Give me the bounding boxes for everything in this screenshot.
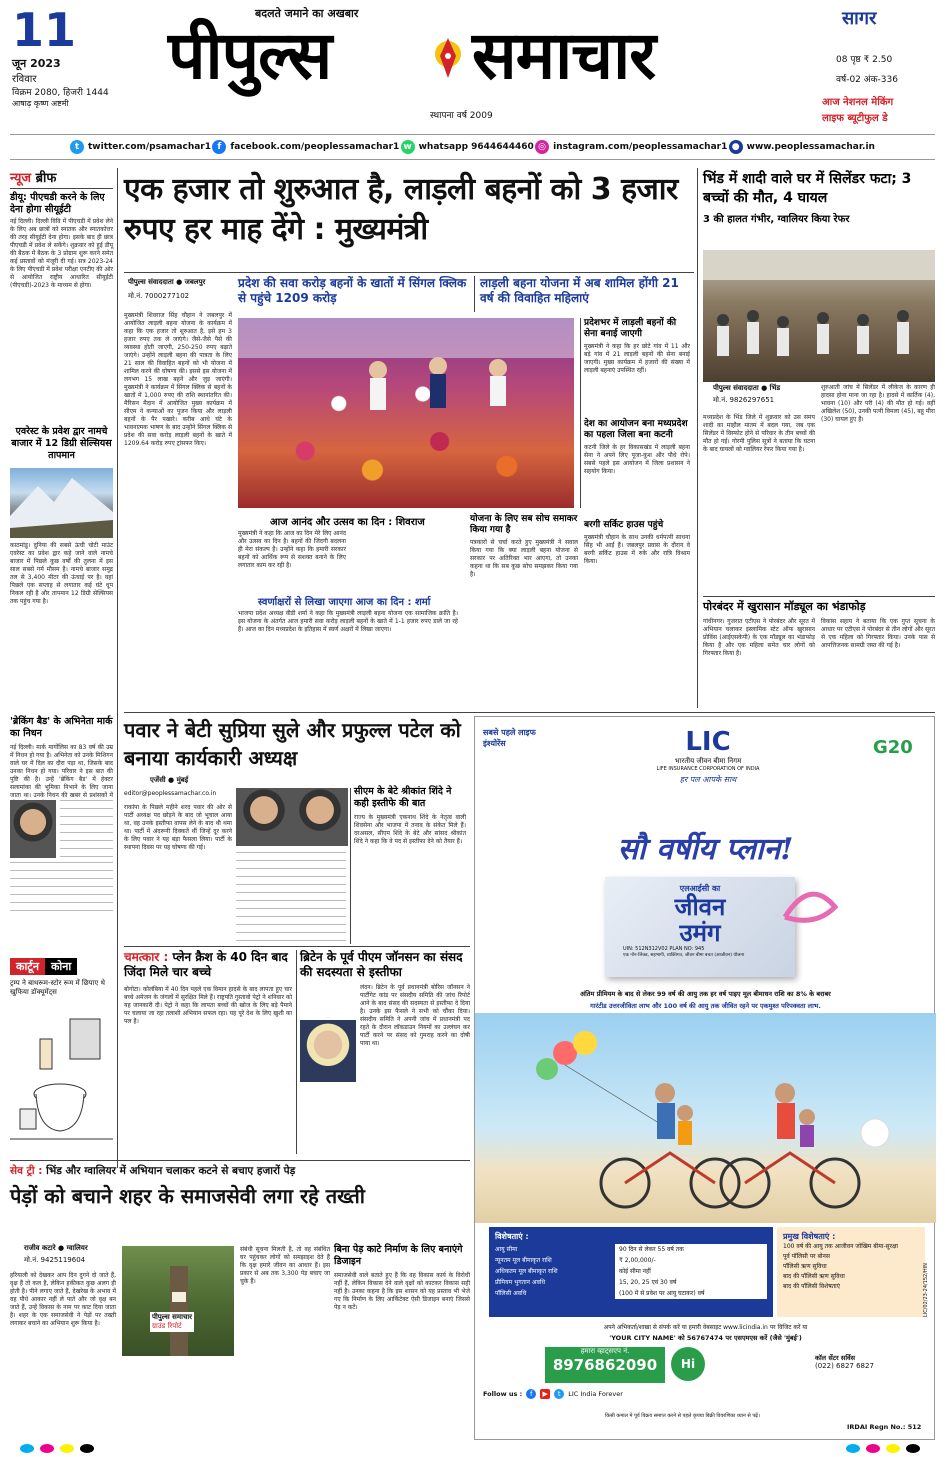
shinde-body: राज्य के मुख्यमंत्री एकनाथ शिंदे के नेतृत्व वाली शिवसेना और भाजपा में तनाव के संकेत मिले हैं। दरअसल, सीएम शिंदे के बेटे और सांसद श्रीकांत शिंदे ने कहा कि वे पद से इस्तीफा देने को तैयार हैं। xyxy=(354,814,466,845)
call-center-label: कॉल सेंटर सर्विस xyxy=(815,1354,856,1362)
established: स्थापना वर्ष 2009 xyxy=(430,111,493,121)
irdai-number: IRDAI Regn No.: 512 xyxy=(847,1423,922,1431)
plan-box-top: एलआईसी का xyxy=(679,884,721,893)
features-table xyxy=(495,1244,767,1299)
brief-2-body: काठमांडू। दुनिया की सबसे ऊंची चोटी माउंट एवरेस्ट का प्रवेश द्वार कहे जाने वाले नामचे बाजार में पिछले कुछ वर्षों की तुलना में इस साल सबसे गर्म मौसम है। नामचे बाजार समुद्र तल से 3,400 मीटर की ऊंचाई पर है। वहां पिछले एक सप्ताह से लगातार कई घंटे धूप निकल रही है और तापमान 12 डिग्री सेल्सियस तक पहुंच गया है। xyxy=(10,542,113,605)
everest-photo xyxy=(10,468,113,538)
feature-label: आयु सीमा xyxy=(495,1246,518,1253)
highlight-item: पॉलिसी ऋण सुविधा xyxy=(783,1263,827,1270)
highlight-item: बाद की पॉलिसी ऋण सुविधा xyxy=(783,1273,845,1280)
whatsapp-number: 8976862090 xyxy=(552,1356,658,1374)
whatsapp-label: हमारा व्हाट्सएप नं. xyxy=(580,1347,630,1355)
call-center-box[interactable] xyxy=(815,1353,927,1383)
tagline: बदलते जमाने का अखबार xyxy=(255,7,359,20)
bhind-headline: भिंड में शादी वाले घर में सिलेंडर फटा; 3 बच्चों की मौत, 4 घायल xyxy=(703,171,912,206)
porbandar-body-right: विकास सहाय ने बताया कि एक गुप्त सूचना के आधार पर एटीएस ने पोरबंदर से तीन लोगों और सूरत से एक महिला को गिरफ्तार किया। उनके पास से आपत्तिजनक सामग्री जब्त की गई है। xyxy=(821,618,935,649)
lic-advertisement[interactable] xyxy=(474,716,935,1440)
whatsapp-link[interactable]: w whatsapp 9644644460 xyxy=(401,140,534,154)
lead-col-2: मुख्यमंत्री ने कहा कि आज का दिन मेरे लिए आनंद और उत्सव का दिन है। बहनों की जिंदगी बदलना ही मेरा संकल्प है। उन्होंने कहा कि हमारी सरकार बहनों को आर्थिक रूप से सशक्त बनाने के लिए लगातार काम कर रही है। xyxy=(238,530,346,569)
side-body-2: कटनी जिले के हर विकासखंड में लाड़ली बहना सेना ने अपने लिए पूजा-कुश और पौधे रोपे। सबसे पहले इस आयोजन में जिला प्रशासन ने सहयोग किया। xyxy=(584,444,690,475)
website-link[interactable]: ● www.peoplessamachar.in xyxy=(729,140,875,154)
social-bar xyxy=(10,134,935,160)
actor-photo xyxy=(10,800,56,858)
porbandar-body-left: गांधीनगर। गुजरात एटीएस ने पोरबंदर और सूरत में अभियान चलाकर इस्लामिक स्टेट ऑफ खुरासान प्रोविंस (आईएसकेपी) के एक मॉड्यूल का भंडाफोड़ किया है और एक महिला समेत चार लोगों को गिरफ्तार किया है। xyxy=(703,618,815,657)
plane-story xyxy=(124,950,292,1154)
family-illustration xyxy=(475,1013,936,1223)
feature-label: प्रीमियम भुगतान अवधि xyxy=(495,1279,546,1286)
lic-hindi-name: भारतीय जीवन बीमा निगम xyxy=(674,757,742,765)
pawar-body: राकांपा के पिछले महीने शरद पवार की ओर से पार्टी अध्यक्ष पद छोड़ने के बाद जो भूचाल आया था, वह उनके इस्तीफा वापस लेने के बाद थी थमा था। पार्टी में अंदरूनी दिक्कतें थीं जिन्हें दूर करने के लिए पवार ने यह बड़ा फैसला लिया। पार्टी के स्थापना दिवस पर यह घोषणा की गई। xyxy=(124,804,232,851)
youtube-icon[interactable]: ▶ xyxy=(540,1389,550,1399)
twitter-icon: t xyxy=(70,140,84,154)
no-cut-box xyxy=(334,1244,470,1434)
lead-side-column xyxy=(584,318,690,698)
brief-3-body: नई दिल्ली। मार्क मार्गोलिस का 83 वर्ष की उम्र में निधन हो गया है। अभिनेता को उनके मिशिगन वाले घर में दिल का दौरा पड़ा था, जिसके बाद उनका निधन हो गया। परिवार ने इस बात की पुष्टि की है। उन्हें 'ब्रेकिंग बैड' में हेक्टर सलामांका की भूमिका निभाने के लिए जाना जाता था। उनके निधन की खबर से प्रशंसकों में xyxy=(10,744,113,799)
pawar-headline: पवार ने बेटी सुप्रिया सुले और प्रफुल्ल पटेल को बनाया कार्यकारी अध्यक्ष xyxy=(124,718,461,770)
pen-nib-logo xyxy=(428,34,468,82)
highlights-panel xyxy=(777,1227,925,1317)
news-brief-label: न्यूज ब्रीफ xyxy=(10,171,57,186)
bhind-phone: मो.नं. 9826297651 xyxy=(713,396,775,404)
no-cut-body: समाजसेवी वाले बताते हुए हैं कि वह विकास कार्य के विरोधी नहीं हैं, लेकिन विकास देने वाले वृक्षों को काटकर विकास सही नहीं है। उनका कहना है कि इस शासन को यह प्रस्ताव भी भेजे गए कि निर्माण के लिए आर्किटेक्ट ऐसी डिजाइन बनाएं जिससे पेड़ न कटें। xyxy=(334,1272,470,1311)
twitter-link[interactable]: t twitter.com/psamachar1 xyxy=(70,140,211,154)
feature-value: 90 दिन से लेकर 55 वर्ष तक xyxy=(619,1246,684,1253)
features-panel xyxy=(489,1227,773,1317)
brief-3-body-cont xyxy=(60,800,113,858)
brief-3-body-tail xyxy=(10,862,113,916)
patel-photo xyxy=(292,788,348,846)
save-tree-body-mid: संबंधी सूचना मिलती है, तो वह संबंधित घर पहुंचकर लोगों को समझाइश देते हैं कि वृक्ष हमारे जीवन का आधार हैं। इस प्रकार से अब तक 3,300 पेड़ बचाए जा चुके हैं। xyxy=(240,1246,330,1285)
facebook-link[interactable]: f facebook.com/peoplessamachar1 xyxy=(212,140,399,154)
cartoon-drawing xyxy=(10,999,113,1159)
tree-photo xyxy=(122,1246,234,1356)
side-box-3 xyxy=(470,514,578,692)
brief-1-headline: डीयू: पीएचडी करने के लिए देना होगा सीयूईटी xyxy=(10,192,105,215)
cartoon-corner xyxy=(10,958,113,1158)
bhind-subhead: 3 की हालत गंभीर, ग्वालियर किया रेफर xyxy=(703,214,850,225)
lead-subhead-1: प्रदेश की सवा करोड़ बहनों के खातों में सिंगल क्लिक से पहुंचे 1209 करोड़ xyxy=(238,276,467,305)
save-tree-byline: राजीव कटारे ● ग्वालियर xyxy=(24,1244,88,1252)
whatsapp-icon: w xyxy=(401,140,415,154)
features-title: विशेषताएं : xyxy=(495,1232,529,1241)
side-head-1: प्रदेशभर में लाड़ली बहनों की सेना बनाई जाएगी xyxy=(584,318,677,339)
paper-title-right: समाचार xyxy=(472,17,656,94)
pawar-email: editor@peoplessamachar.co.in xyxy=(124,790,217,797)
bhind-byline: पीपुल्स संवाददाता ● भिंड xyxy=(713,384,781,392)
lead-col-1: मुख्यमंत्री शिवराज सिंह चौहान ने जबलपुर में आयोजित लाड़ली बहना योजना के कार्यक्रम में कहा कि एक हजार तो शुरुआत है, इसे हम 3 हजार रुपए तक ले जाएंगे। जैसे-जैसे पैसे की व्यवस्था होती जाएगी, 250-250 रुपए बढ़ाते जाएंगे। उन्होंने लाड़ली बहना की पात्रता के लिए 21 साल की विवाहित बहनों को भी योजना में शामिल करने की घोषणा की। इससे इस योजना में लगभग 15 लाख बहनें और जुड़ जाएंगी। मुख्यमंत्री ने कार्यक्रम में सिंगल क्लिक से बहनों के खातों में 1,000 रुपए की राशि स्थानांतरित की। मैरिसन मैदान में आयोजित मुख्य कार्यक्रम में सीएम ने कन्याओं का पूजन किया और लाड़ली बहनों के पैर पखारे। करीब आधे घंटे के भावनात्मक भाषण के बाद उन्होंने सिंगल क्लिक से प्रदेश की सवा करोड़ लाड़ली बहनों के खाते में 1209.64 करोड़ रुपए ट्रांसफर किए। xyxy=(124,312,232,447)
mountain-illustration xyxy=(10,468,113,538)
ad-sms-line: 'YOUR CITY NAME' को 56767474 पर एसएमएस करें (जैसे 'मुंबई') xyxy=(609,1334,802,1342)
g20-logo: G20 xyxy=(873,737,913,758)
pawar-body-2 xyxy=(236,852,346,942)
brief-1-body: नई दिल्ली। दिल्ली विवि में पीएचडी में प्रवेश लेने के लिए अब छात्रों को स्नातक और स्नातकोत्तर की तरह सीयूईटी देना होगा। इसके बाद ही छात्र पीएचडी में प्रवेश ले सकेंगे। शुक्रवार को हुई डीयू की बैठक में बैठक के 3 प्रोग्राम शुरू करने समेत कई प्रस्तावों को मंजूरी दी गई। सत्र 2023-24 के लिए पीएचडी में प्रवेश परीक्षा एनटीए की ओर से आयोजित राष्ट्रीय आधारित सीयूईटी (पीएचडी)-2023 के माध्यम से होगा। xyxy=(10,218,113,289)
stage-illustration xyxy=(238,318,574,508)
weekday: रविवार xyxy=(12,74,37,85)
save-tree-body: हरियाली को देखकर आप दिन दुगने दो जाते हैं, वृक्ष हैं तो कल है, लेकिन हकीकत कुछ अलग ही होती है। पीने लगाए जाते हैं, देखरेख के अभाव में वह पौधे आकार नहीं ले पाते और जो वृक्ष बन जाते हैं, उन्हें विकास के नाम पर काट दिया जाता है। शहर के एक समाजसेवी ने पेड़ों पर तख्ती लगाकर बचाने का अभियान शुरू किया है। xyxy=(10,1272,116,1327)
family-bicycle-photo xyxy=(475,1013,936,1223)
lic-wordmark: LIC xyxy=(685,727,731,757)
shinde-box xyxy=(354,786,466,944)
month-year: जून 2023 xyxy=(12,57,61,70)
ad-code: LIC/02/23-24/152/HIN xyxy=(923,1263,929,1317)
cartoon-caption: ट्रम्प ने बाथरूम-स्टोर रूम में छिपाए थे खुफिया डॉक्यूमेंट्स xyxy=(10,979,105,996)
feature-value: ₹ 2,00,000/- xyxy=(619,1257,656,1264)
lead-subhead-2: लाड़ली बहना योजना में अब शामिल होंगी 21 वर्ष की विवाहित महिलाएं xyxy=(480,276,679,305)
highlight-item: बाद की पॉलिसी विशेषताएं xyxy=(783,1283,840,1290)
twitter-icon[interactable]: t xyxy=(554,1389,564,1399)
ad-contact-line: अपने अभिकर्ता/शाखा से संपर्क करें या हमारी वेबसाइट www.licindia.in पर विजिट करें या xyxy=(603,1324,808,1331)
pages-price: 08 पृष्ठ ₹ 2.50 xyxy=(836,55,893,65)
brief-3-headline: 'ब्रेकिंग बैड' के अभिनेता मार्क का निधन xyxy=(10,716,113,739)
highlights-title: प्रमुख विशेषताएं : xyxy=(783,1232,836,1241)
volume: वर्ष-02 अंक-336 xyxy=(836,75,898,85)
tree-illustration xyxy=(122,1246,234,1356)
boris-headline: ब्रिटेन के पूर्व पीएम जॉनसन का संसद की सदस्यता से इस्तीफा xyxy=(300,950,463,979)
bhind-body-left: मध्यप्रदेश के भिंड जिले में शुक्रवार को उस समय शादी का माहौल मातम में बदल गया, जब एक सिलेंडर में विस्फोट होने से परिवार के तीन बच्चों की मौत हो गई। गोरमी पुलिस सूत्रों ने बताया कि घटना के बाद घायलों को ग्वालियर रेफर किया गया है। xyxy=(703,414,815,453)
plan-title-1: जीवन xyxy=(674,893,726,921)
lead-col-3: भाजपा प्रदेश अध्यक्ष वीडी शर्मा ने कहा कि मुख्यमंत्री लाड़ली बहना योजना एक सामाजिक क्रांति है। इस योजना के अंतर्गत आज हमारी सवा करोड़ लाड़ली बहनों के खाते में 1-1 हजार रुपए डाले जा रहे हैं। आज का दिन मध्यप्रदेश के इतिहास में स्वर्ण अक्षरों में लिखा जाएगा। xyxy=(238,610,458,633)
side-head-3: योजना के लिए सब सोच समाकर किया गया है xyxy=(470,514,578,535)
feature-value: 15, 20, 25 एवं 30 वर्ष xyxy=(619,1279,677,1286)
boris-story xyxy=(300,950,470,1154)
photo-caption: आज आनंद और उत्सव का दिन : शिवराज xyxy=(270,517,425,528)
lead-byline-phone: मो.नं. 7000277102 xyxy=(128,292,190,300)
ad-brand-label: सबसे पहले लाइफ इंश्योरेंस xyxy=(483,728,536,748)
brief-2-headline: एवरेस्ट के प्रवेश द्वार नामचे बाजार में 12 डिग्री सेल्सियस तापमान xyxy=(11,426,112,461)
side-head-2: देश का आयोजन बना मध्यप्रदेश का पहला जिला बना कटनी xyxy=(584,419,688,440)
side-body-4: मुख्यमंत्री चौहान के साथ उनकी धर्मपत्नी साधना सिंह भी आईं हैं। जबलपुर प्रवास के दौरान वे बरगी सर्किट हाउस में रुके और रात्रि विश्राम किया। xyxy=(584,534,690,565)
tree-photo-label: पीपुल्स समाचार ग्राउंड रिपोर्ट xyxy=(152,1313,193,1330)
cartoon-label: कार्टून कोना xyxy=(10,958,113,975)
crowd-illustration xyxy=(703,250,935,382)
save-tree-phone: मो.नं. 9425119604 xyxy=(24,1256,86,1264)
lead-headline: एक हजार तो शुरुआत है, लाड़ली बहनों को 3 हजार रुपए हर माह देंगे : मुख्यमंत्री xyxy=(124,172,678,247)
plan-uin: UIN: 512N312V02 PLAN NO: 945 xyxy=(623,946,705,952)
lead-subhead-3: स्वर्णाक्षरों से लिखा जाएगा आज का दिन : शर्मा xyxy=(258,597,431,608)
porbandar-story xyxy=(703,600,935,710)
lic-en-name: LIFE INSURANCE CORPORATION OF INDIA xyxy=(656,766,760,772)
ad-headline: सौ वर्षीय प्लान! xyxy=(617,832,794,867)
plane-body: बोगोटा। कोलंबिया में 40 दिन पहले एक विमान हादसे के बाद लापता हुए चार बच्चे अमेजन के जंगलों में सुरक्षित मिले हैं। राष्ट्रपति गुस्तावो पेट्रो ने शनिवार को यह जानकारी दी। पेट्रो ने कहा कि लापता बच्चों की खोज के लिए बड़े पैमाने पर चलाया जा रहा तलाशी अभियान सफल रहा। यह पूरे देश के लिए खुशी का पल है। xyxy=(124,986,292,1025)
boris-body: लंदन। ब्रिटेन के पूर्व प्रधानमंत्री बोरिस जॉनसन ने पार्टीगेट कांड पर संसदीय समिति की जांच रिपोर्ट आने के बाद संसद की सदस्यता से इस्तीफा दे दिया है। उनके इस फैसले ने सभी को चौंका दिया। संसदीय समिति ने अपनी जांच में प्रधानमंत्री पद रहते के दौरान लॉकडाउन नियमों का उल्लंघन कर पार्टी करने पर संसद को गुमराह करने का दोषी पाया था। xyxy=(360,984,470,1047)
ad-body-line-2: गारंटीड उत्तरजीविता लाभ और 100 वर्ष की आयु तक जीवित रहने पर एकमुश्त परिपक्वता लाभ. xyxy=(590,1002,821,1010)
pen-nib-icon xyxy=(428,34,468,82)
hi-bubble: Hi xyxy=(671,1347,705,1381)
feature-value: (100 में से प्रवेश पर आयु घटाकर) वर्ष xyxy=(619,1290,705,1297)
follow-us: Follow us : f ▶ t LIC India Forever xyxy=(483,1390,623,1398)
feature-value: कोई सीमा नहीं xyxy=(619,1268,651,1275)
ad-disclaimer: किसी कमाल मे पूर्व विक्रय समाप्त करने से पहले कृपया बिक्री विवरणिका ध्यान से पढ़ें। xyxy=(605,1413,760,1419)
highlight-item: पूर्व पॉलिसी पर बोनस xyxy=(783,1253,830,1260)
call-center-number: (022) 6827 6827 xyxy=(815,1362,874,1370)
side-body-1: मुख्यमंत्री ने कहा कि हर छोटे गांव में 11 और बड़े गांव में 21 लाड़ली बहनों की सेना बनाई जाएगी। मुख्य कार्यक्रम में हजारों की संख्या में लाड़ली बहनाएं उपस्थित रहीं। xyxy=(584,343,690,374)
side-head-4: बरगी सर्किट हाउस पहुंचे xyxy=(584,520,664,530)
facebook-icon[interactable]: f xyxy=(526,1389,536,1399)
save-tree-kicker: सेव ट्री : भिंड और ग्वालियर में अभियान चलाकर कटने से बचाए हजारों पेड़ xyxy=(10,1165,296,1177)
paper-title-left: पीपुल्स xyxy=(168,17,332,94)
globe-icon: ● xyxy=(729,140,743,154)
feature-label: पॉलिसी अवधि xyxy=(495,1290,527,1297)
date-day: 11 xyxy=(12,3,77,57)
tithi: आषाढ़ कृष्ण अष्टमी xyxy=(12,99,69,108)
promo-line-2: लाइफ ब्यूटीफुल डे xyxy=(822,113,888,124)
whatsapp-box[interactable] xyxy=(545,1347,665,1383)
highlight-item: 100 वर्ष की आयु तक आजीवन जोखिम बीमा-सुरक्षा xyxy=(783,1243,898,1250)
boris-photo xyxy=(300,1020,356,1082)
shinde-headline: सीएम के बेटे श्रीकांत शिंदे ने कही इस्तीफे की बात xyxy=(354,786,452,809)
instagram-icon: ◎ xyxy=(535,140,549,154)
print-registration-marks xyxy=(0,1440,945,1457)
bhind-photo xyxy=(703,250,935,382)
instagram-link[interactable]: ◎ instagram.com/peoplessamachar1 xyxy=(535,140,727,154)
samvat: विक्रम 2080, हिजरी 1444 xyxy=(12,88,109,98)
no-cut-headline: बिना पेड़ काटे निर्माण के लिए बनाएंगे डिजाइन xyxy=(334,1244,463,1267)
side-body-3: पत्रकारों से चर्चा करते हुए मुख्यमंत्री ने सवाल किया गया कि क्या लाड़ली बहना योजना से सरकार पर अतिरिक्त भार आएगा, तो उनका कहना था कि सब कुछ सोच समझकर किया गया है। xyxy=(470,539,578,578)
plane-headline: चमत्कार : प्लेन क्रैश के 40 दिन बाद जिंदा मिले चार बच्चे xyxy=(124,950,288,979)
bhind-story xyxy=(703,170,935,590)
date-block xyxy=(12,3,132,126)
bhind-body-right: शुरुआती जांच में सिलेंडर में लीकेज के कारण ही हादसा होना माना जा रहा है। हादसे में कार्तिक (4), भावना (10) और परी (4) की मौत हो गई। वहीं अखिलेश (50), उनकी पत्नी विमला (45), बहू मीरा (30) घायल हुए हैं। xyxy=(821,384,935,423)
plan-title-2: उमंग xyxy=(679,919,721,947)
lic-tagline: हर पल आपके साथ xyxy=(679,775,737,784)
ribbon-icon xyxy=(775,877,845,937)
save-tree-headline: पेड़ों को बचाने शहर के समाजसेवी लगा रहे तख्ती xyxy=(10,1184,365,1208)
masthead xyxy=(0,0,945,132)
promo-line-1: आज नेशनल मेकिंग xyxy=(822,97,894,108)
plan-desc: एक नॉन-लिंक्ड, सहभागी, व्यक्तिगत, जीवन बीमा बचत (आजीवन) योजना xyxy=(623,953,745,958)
facebook-icon: f xyxy=(212,140,226,154)
feature-label: न्यूनतम मूल बीमाकृत राशि xyxy=(495,1257,552,1264)
lead-byline: पीपुल्स संवाददाता ● जबलपुर xyxy=(128,278,206,286)
supriya-photo xyxy=(236,788,292,846)
plan-box xyxy=(605,877,795,977)
lic-logo xyxy=(643,727,773,785)
feature-label: अधिकतम मूल बीमाकृत राशि xyxy=(495,1268,558,1275)
ad-body-line-1: अंतिम प्रीमियम के बाद से लेकर 99 वर्ष की आयु तक हर वर्ष पाइए मूल बीमाधन राशि का 8% के बराबर xyxy=(580,990,831,998)
porbandar-headline: पोरबंदर में खुरासान मॉड्यूल का भंडाफोड़ xyxy=(703,600,866,613)
lead-event-photo xyxy=(238,318,574,508)
pawar-byline: एजेंसी ● मुंबई xyxy=(150,776,189,784)
city-name: सागर xyxy=(842,8,877,29)
